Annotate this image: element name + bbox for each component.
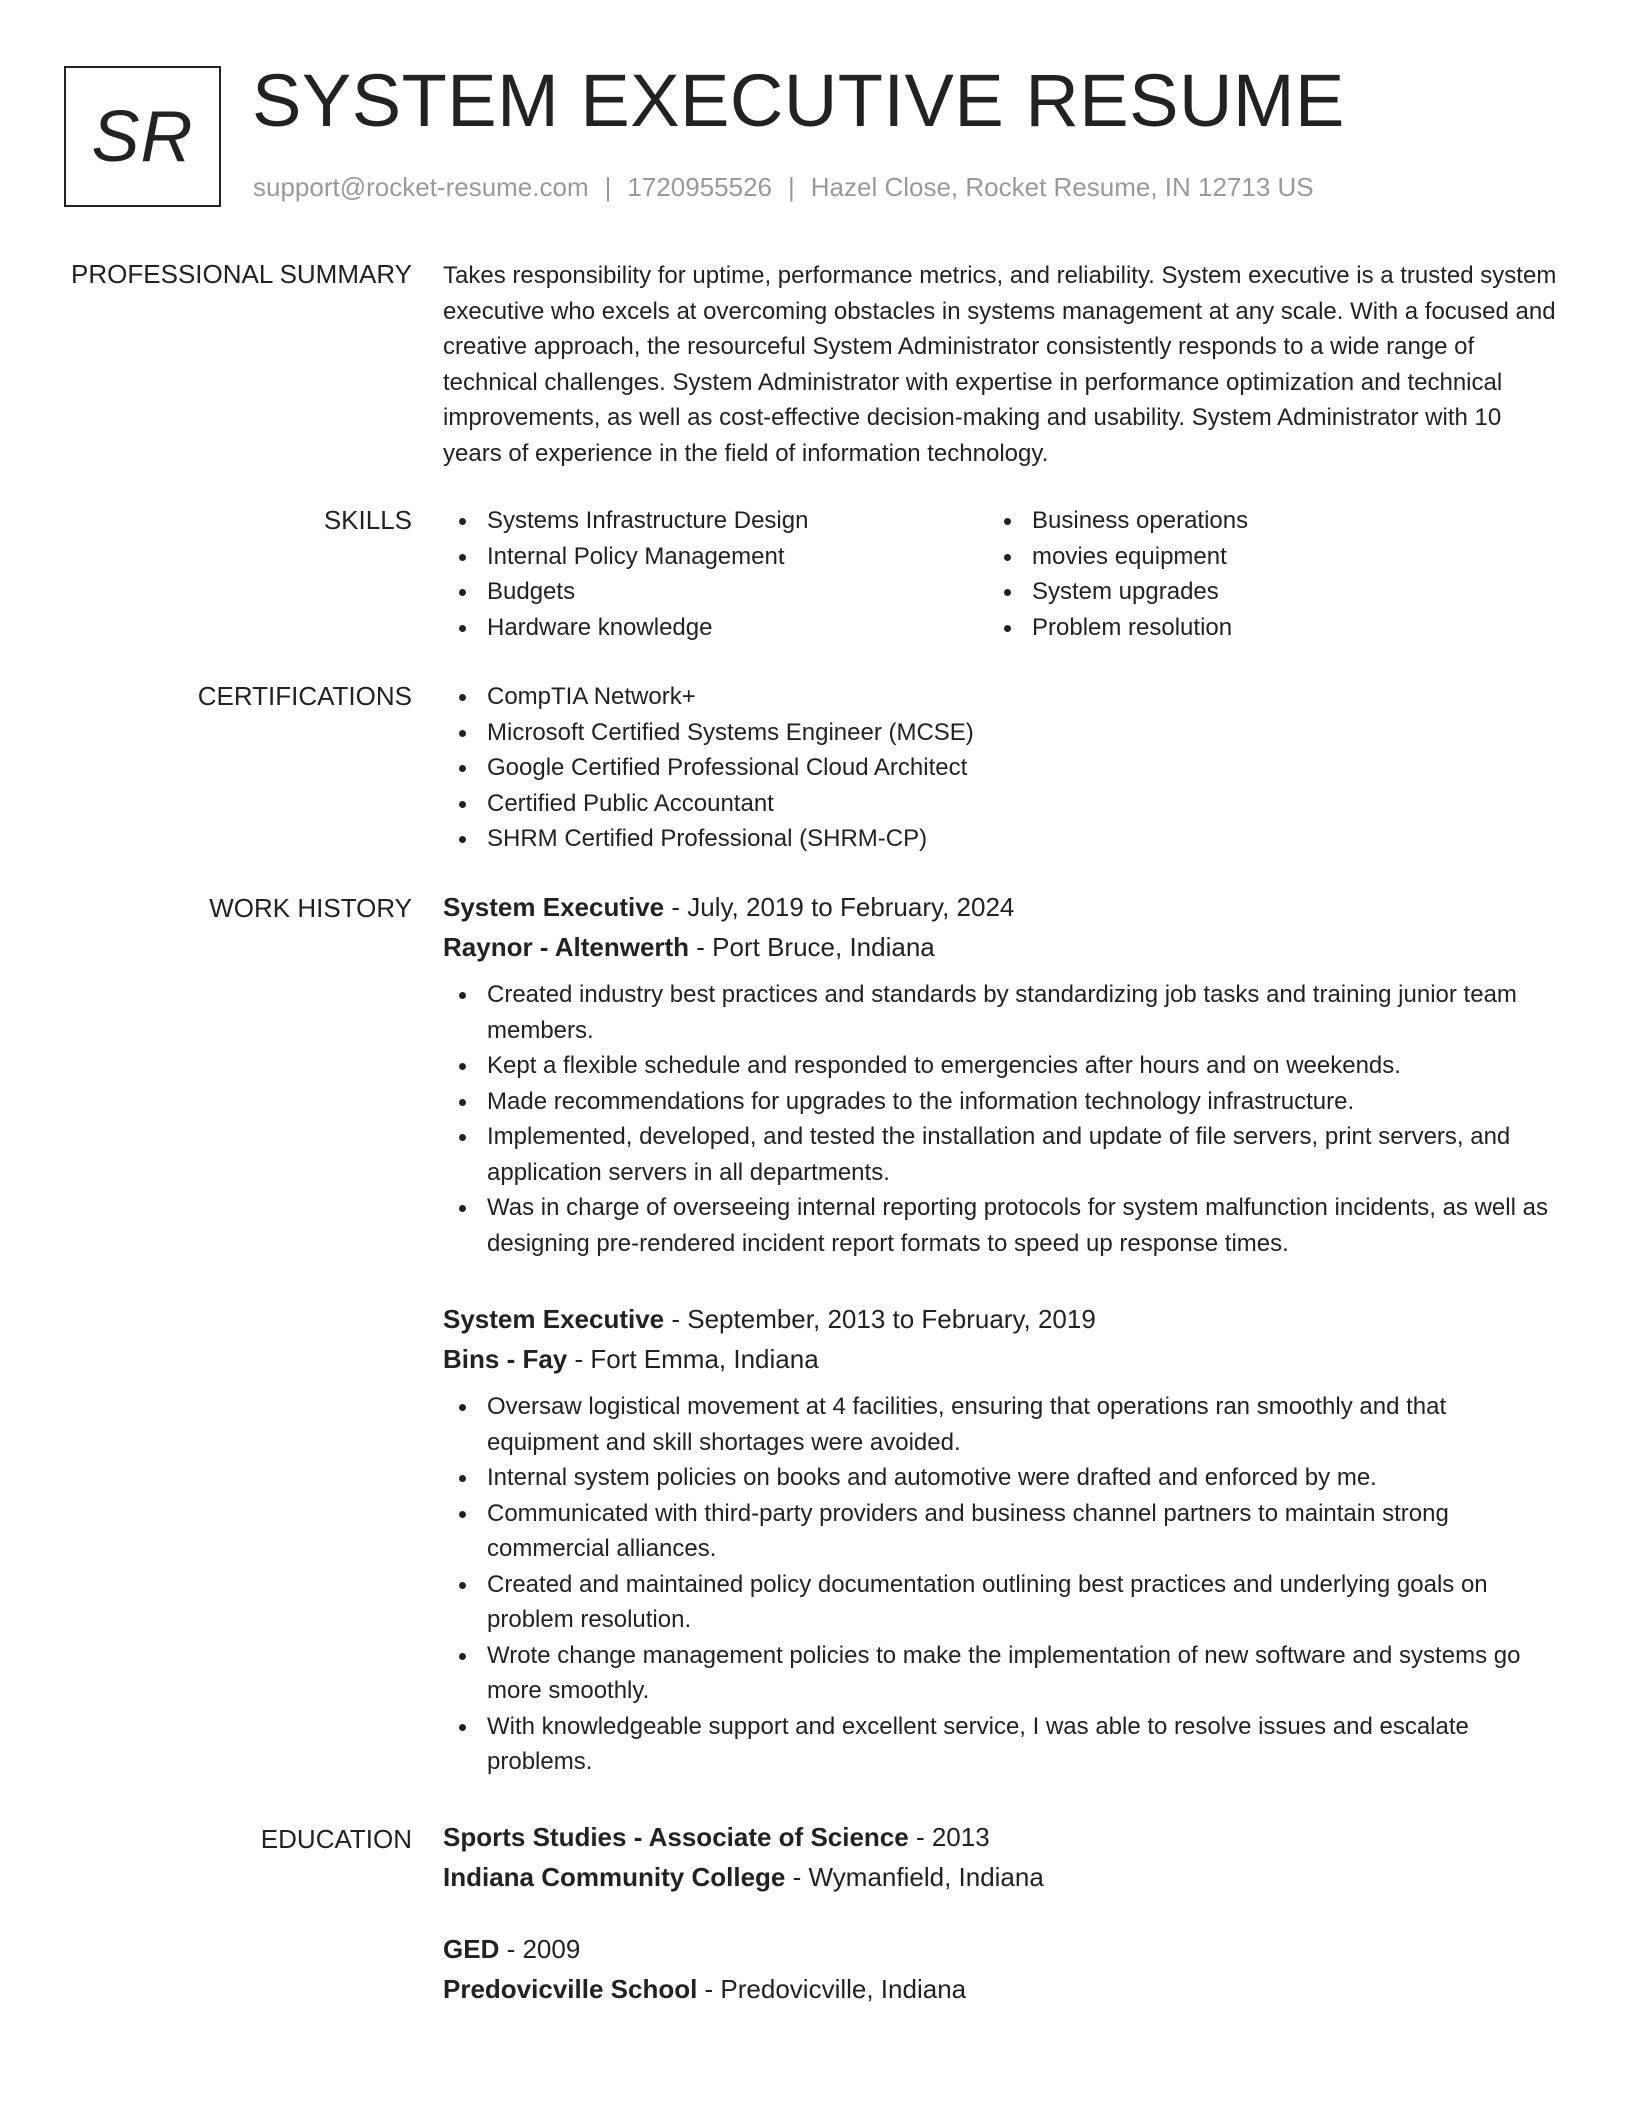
certification-item: Google Certified Professional Cloud Architect: [443, 750, 1558, 786]
certification-item: Certified Public Accountant: [443, 786, 1558, 822]
education-year: - 2009: [499, 1934, 581, 1964]
education-school: Predovicville School: [443, 1974, 698, 2004]
job-bullet: With knowledgeable support and excellent service, I was able to resolve issues and escalate problems.: [443, 1709, 1558, 1780]
skills-section: [443, 503, 1558, 645]
job-bullet: Internal system policies on books and automotive were drafted and enforced by me.: [443, 1460, 1558, 1496]
job-bullet: Created and maintained policy documentation outlining best practices and underlying goals on problem resolution.: [443, 1567, 1558, 1638]
job-location: - Fort Emma, Indiana: [567, 1344, 819, 1374]
job-bullet: Communicated with third-party providers and business channel partners to maintain strong commercial alliances.: [443, 1496, 1558, 1567]
monogram-logo: SR: [64, 66, 221, 207]
education-year: - 2013: [908, 1822, 990, 1852]
contact-email[interactable]: support@rocket-resume.com: [253, 172, 589, 202]
education-location: - Predovicville, Indiana: [697, 1974, 967, 2004]
job-bullet: Created industry best practices and standards by standardizing job tasks and training junior team members.: [443, 977, 1558, 1048]
education-degree: GED: [443, 1934, 500, 1964]
section-label-education: EDUCATION: [260, 1824, 412, 1854]
skill-item: Budgets: [443, 574, 988, 610]
job-company: Bins - Fay: [443, 1344, 568, 1374]
resume-title: SYSTEM EXECUTIVE RESUME: [252, 59, 1345, 142]
contact-line: [253, 172, 1314, 203]
skill-item: Problem resolution: [988, 610, 1533, 646]
education-school: Indiana Community College: [443, 1862, 786, 1892]
education-degree-line: [443, 1929, 1558, 1969]
job-bullet: Made recommendations for upgrades to the information technology infrastructure.: [443, 1084, 1558, 1120]
education-school-line: [443, 1969, 1558, 2009]
work-job-2: [443, 1299, 1558, 1780]
certifications-list: [443, 679, 1558, 857]
contact-separator: |: [788, 172, 795, 202]
section-label-work-history: WORK HISTORY: [209, 893, 412, 923]
work-job-1: [443, 887, 1558, 1261]
summary-text: Takes responsibility for uptime, performance metrics, and reliability. System executive is a trusted system executive who excels at overcoming obstacles in systems management at any scale. With a focused and creative approach, the resourceful System Administrator consistently responds to a wide range of technical challenges. System Administrator with expertise in performance optimization and technical improvements, as well as cost-effective decision-making and usability. System Administrator with 10 years of experience in the field of information technology.: [443, 262, 1557, 467]
skill-item: System upgrades: [988, 574, 1533, 610]
skill-item: movies equipment: [988, 539, 1533, 575]
job-bullet: Implemented, developed, and tested the installation and update of file servers, print servers, and application servers in all departments.: [443, 1119, 1558, 1190]
certification-item: CompTIA Network+: [443, 679, 1558, 715]
job-title: System Executive: [443, 892, 665, 922]
section-label-skills: SKILLS: [323, 505, 412, 535]
contact-phone[interactable]: 1720955526: [627, 172, 772, 202]
education-degree-line: [443, 1817, 1558, 1857]
certification-item: SHRM Certified Professional (SHRM-CP): [443, 821, 1558, 857]
education-entry-2: [443, 1929, 1558, 2009]
job-title-line: [443, 887, 1558, 927]
job-location: - Port Bruce, Indiana: [689, 932, 935, 962]
section-label-certifications: CERTIFICATIONS: [197, 681, 412, 711]
job-company: Raynor - Altenwerth: [443, 932, 690, 962]
skill-item: Hardware knowledge: [443, 610, 988, 646]
job-bullet-list: [443, 1389, 1558, 1780]
job-bullet-list: [443, 977, 1558, 1261]
skills-list-right: [988, 503, 1533, 645]
job-dates: - July, 2019 to February, 2024: [664, 892, 1015, 922]
education-entry-1: [443, 1817, 1558, 1897]
job-company-line: [443, 927, 1558, 967]
skill-item: Internal Policy Management: [443, 539, 988, 575]
skill-item: Systems Infrastructure Design: [443, 503, 988, 539]
contact-separator: |: [604, 172, 612, 202]
certifications-section: [443, 679, 1558, 857]
certification-item: Microsoft Certified Systems Engineer (MCSE): [443, 715, 1558, 751]
education-location: - Wymanfield, Indiana: [785, 1862, 1044, 1892]
job-title-line: [443, 1299, 1558, 1339]
contact-address: Hazel Close, Rocket Resume, IN 12713 US: [810, 172, 1314, 202]
summary-section: [443, 258, 1558, 471]
job-bullet: Oversaw logistical movement at 4 facilities, ensuring that operations ran smoothly and that equipment and skill shortages were avoided.: [443, 1389, 1558, 1460]
skill-item: Business operations: [988, 503, 1533, 539]
job-company-line: [443, 1339, 1558, 1379]
education-school-line: [443, 1857, 1558, 1897]
job-bullet: Kept a flexible schedule and responded to emergencies after hours and on weekends.: [443, 1048, 1558, 1084]
skills-list-left: [443, 503, 988, 645]
education-degree: Sports Studies - Associate of Science: [443, 1822, 909, 1852]
section-label-summary: PROFESSIONAL SUMMARY: [71, 259, 412, 289]
job-bullet: Was in charge of overseeing internal reporting protocols for system malfunction incidents, as well as designing pre-rendered incident report formats to speed up response times.: [443, 1190, 1558, 1261]
job-bullet: Wrote change management policies to make the implementation of new software and systems go more smoothly.: [443, 1638, 1558, 1709]
job-title: System Executive: [443, 1304, 665, 1334]
job-dates: - September, 2013 to February, 2019: [664, 1304, 1096, 1334]
